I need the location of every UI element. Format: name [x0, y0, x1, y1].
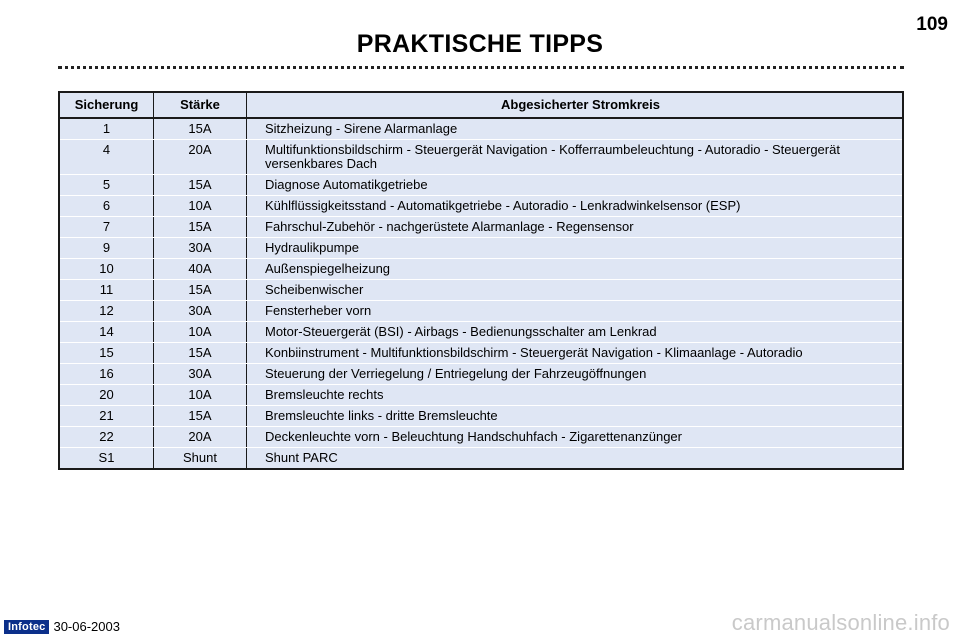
table-row — [60, 280, 902, 301]
fuse-number-cell: 12 — [60, 301, 154, 321]
fuse-number-cell: 6 — [60, 196, 154, 216]
fuse-rating-cell: 15A — [154, 175, 247, 195]
watermark: carmanualsonline.info — [731, 610, 950, 635]
fuse-rating-cell: 10A — [154, 322, 247, 342]
table-row — [60, 238, 902, 259]
circuit-cell: Außenspiegelheizung — [265, 261, 391, 276]
circuit-cell: Bremsleuchte rechts — [265, 387, 384, 402]
fuse-number-cell: 22 — [60, 427, 154, 447]
table-row — [60, 343, 902, 364]
circuit-cell: Fensterheber vorn — [265, 303, 372, 318]
fuse-number-cell: 7 — [60, 217, 154, 237]
circuit-cell: Sitzheizung - Sirene Alarmanlage — [265, 121, 458, 136]
fuse-number-cell: 10 — [60, 259, 154, 279]
circuit-cell: Motor-Steuergerät (BSI) - Airbags - Bedienungsschalter am Lenkrad — [265, 324, 657, 339]
table-row — [60, 448, 902, 468]
fuse-rating-cell: 15A — [154, 406, 247, 426]
circuit-cell: Bremsleuchte links - dritte Bremsleuchte — [265, 408, 498, 423]
fuse-rating-cell: 20A — [154, 427, 247, 447]
fuse-rating-cell: 10A — [154, 196, 247, 216]
fuse-number-cell: 11 — [60, 280, 154, 300]
table-row — [60, 175, 902, 196]
fuse-number-cell: 14 — [60, 322, 154, 342]
table-row — [60, 196, 902, 217]
header-circuit: Abgesicherter Stromkreis — [501, 97, 660, 112]
footer-date: 30-06-2003 — [53, 619, 120, 634]
fuse-rating-cell: 20A — [154, 140, 247, 174]
fuse-rating-cell: 30A — [154, 238, 247, 258]
footer — [4, 619, 120, 634]
fuse-number-cell: 20 — [60, 385, 154, 405]
dotted-divider — [58, 66, 904, 69]
table-row — [60, 364, 902, 385]
header-fuse: Sicherung — [60, 93, 154, 117]
circuit-cell: Fahrschul-Zubehör - nachgerüstete Alarmanlage - Regensensor — [265, 219, 634, 234]
circuit-cell: Multifunktionsbildschirm - Steuergerät Navigation - Kofferraumbeleuchtung - Autoradio - Steuergerät versenkbares Dach — [265, 142, 840, 171]
table-row — [60, 119, 902, 140]
circuit-cell: Shunt PARC — [265, 450, 338, 465]
page-title: PRAKTISCHE TIPPS — [356, 30, 604, 58]
circuit-cell: Konbiinstrument - Multifunktionsbildschirm - Steuergerät Navigation - Klimaanlage - Autoradio — [265, 345, 803, 360]
circuit-cell: Kühlflüssigkeitsstand - Automatikgetriebe - Autoradio - Lenkradwinkelsensor (ESP) — [265, 198, 741, 213]
circuit-cell: Steuerung der Verriegelung / Entriegelung der Fahrzeugöffnungen — [265, 366, 647, 381]
fuse-number-cell: 15 — [60, 343, 154, 363]
fuse-rating-cell: 10A — [154, 385, 247, 405]
circuit-cell: Diagnose Automatikgetriebe — [265, 177, 428, 192]
fuse-number-cell: 1 — [60, 119, 154, 139]
fuse-rating-cell: 15A — [154, 280, 247, 300]
table-row — [60, 259, 902, 280]
fuse-number-cell: 5 — [60, 175, 154, 195]
infotec-logo: Infotec — [4, 620, 49, 634]
fuse-number-cell: 16 — [60, 364, 154, 384]
table-header-row — [60, 93, 902, 119]
table-row — [60, 322, 902, 343]
fuse-rating-cell: 40A — [154, 259, 247, 279]
table-row — [60, 406, 902, 427]
fuse-table — [58, 91, 904, 470]
circuit-cell: Deckenleuchte vorn - Beleuchtung Handschuhfach - Zigarettenanzünger — [265, 429, 682, 444]
fuse-rating-cell: 15A — [154, 217, 247, 237]
fuse-rating-cell: 15A — [154, 343, 247, 363]
table-row — [60, 301, 902, 322]
table-row — [60, 427, 902, 448]
header-rating: Stärke — [154, 93, 247, 117]
fuse-rating-cell: Shunt — [154, 448, 247, 468]
circuit-cell: Hydraulikpumpe — [265, 240, 359, 255]
circuit-cell: Scheibenwischer — [265, 282, 364, 297]
fuse-number-cell: 4 — [60, 140, 154, 174]
fuse-number-cell: 21 — [60, 406, 154, 426]
fuse-rating-cell: 15A — [154, 119, 247, 139]
table-row — [60, 217, 902, 238]
fuse-number-cell: 9 — [60, 238, 154, 258]
table-row — [60, 140, 902, 175]
page-number: 109 — [916, 14, 948, 35]
fuse-rating-cell: 30A — [154, 301, 247, 321]
fuse-number-cell: S1 — [60, 448, 154, 468]
table-body — [60, 119, 902, 468]
table-row — [60, 385, 902, 406]
fuse-rating-cell: 30A — [154, 364, 247, 384]
